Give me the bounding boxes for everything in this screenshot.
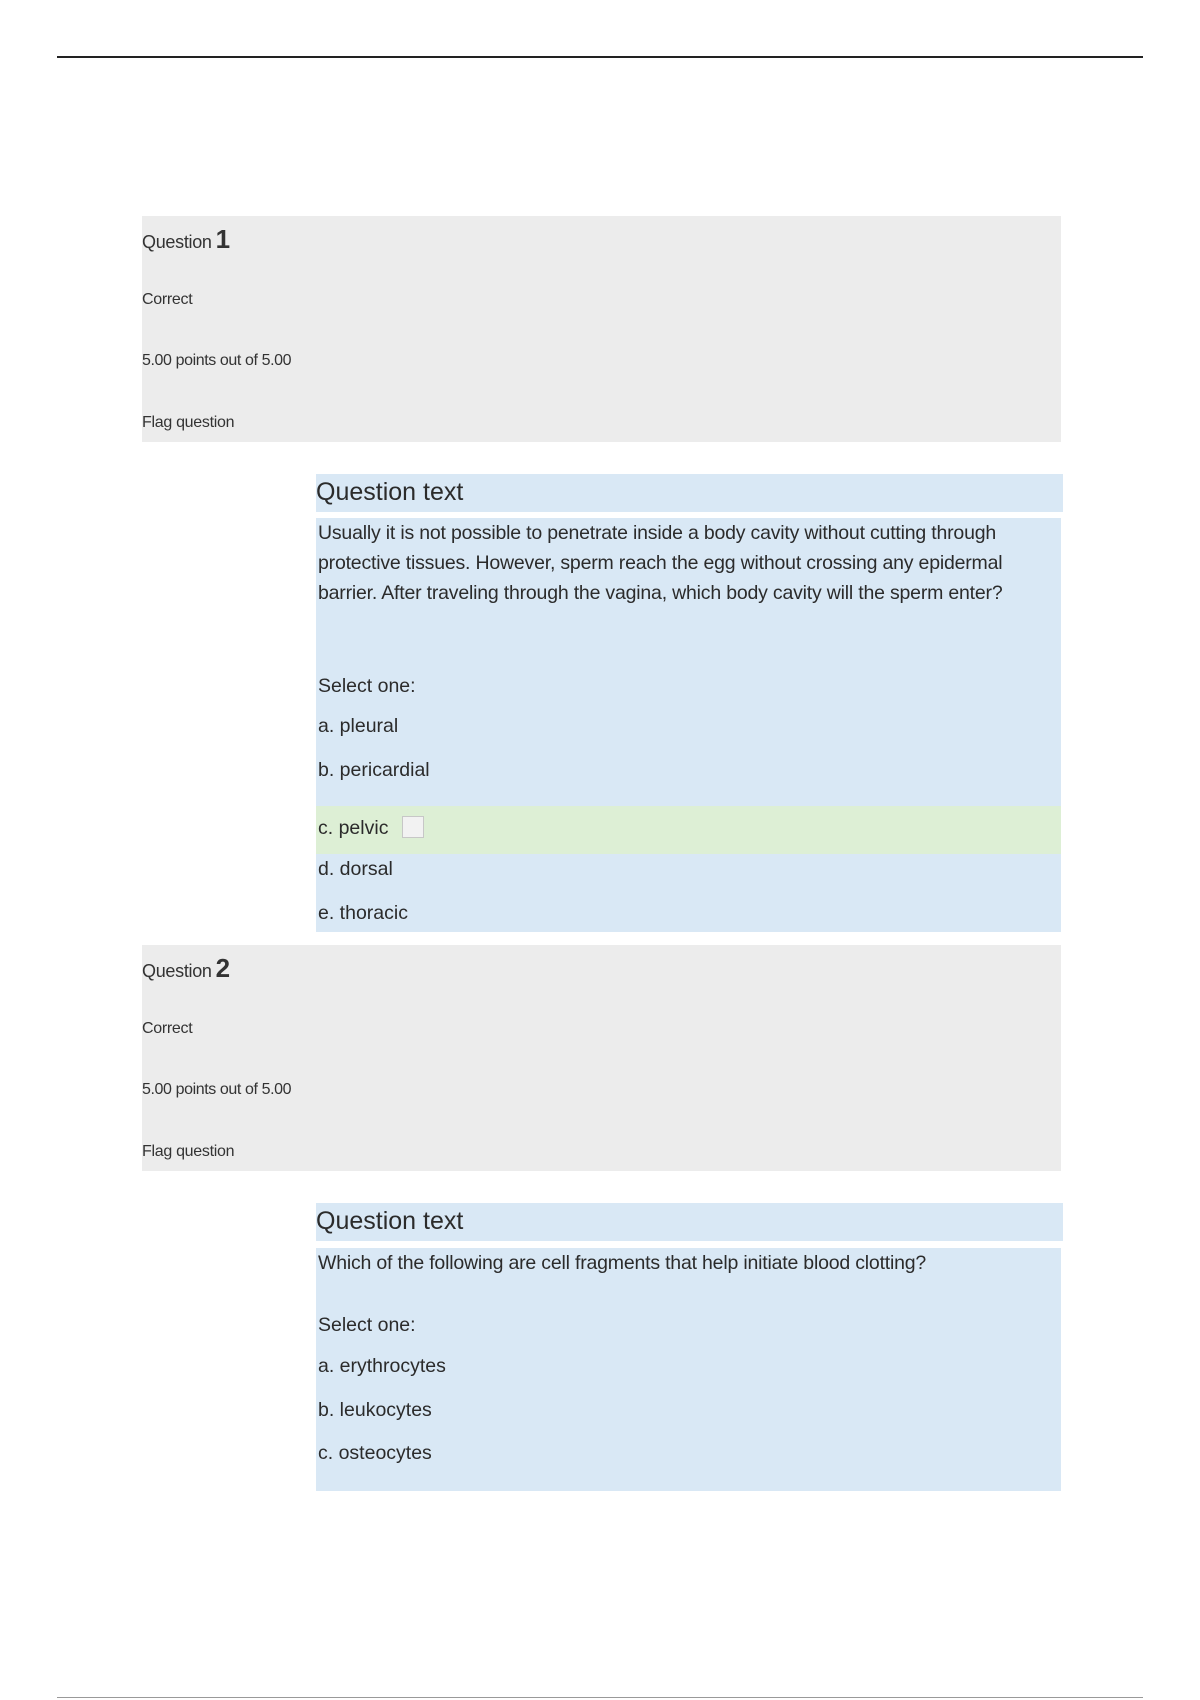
answer-label: e. thoracic	[318, 902, 408, 924]
answer-label: c. osteocytes	[318, 1442, 432, 1464]
correct-check-icon	[402, 816, 424, 838]
question-2-text-heading	[316, 1203, 1063, 1241]
question-1-answer-d[interactable]	[316, 847, 1061, 895]
question-1-state: Correct	[142, 291, 193, 308]
question-2-number	[142, 953, 230, 984]
question-2-text: Which of the following are cell fragments that help initiate blood clotting?	[318, 1252, 927, 1274]
question-1-flag-link[interactable]: Flag question	[142, 414, 235, 431]
question-2-select-prompt: Select one:	[318, 1314, 416, 1336]
question-2-state: Correct	[142, 1020, 193, 1037]
question-label: Question	[142, 961, 212, 981]
question-label: Question	[142, 232, 212, 252]
question-2-grade: 5.00 points out of 5.00	[142, 1081, 292, 1098]
question-text-heading-label: Question text	[316, 1207, 464, 1235]
answer-label: c. pelvic	[318, 817, 389, 839]
answer-label: a. pleural	[318, 715, 399, 737]
question-2-info-panel	[142, 945, 1061, 1171]
question-number: 1	[215, 224, 230, 254]
question-1-content	[316, 518, 1061, 932]
question-1-info-panel	[142, 216, 1061, 442]
answer-label: b. pericardial	[318, 759, 430, 781]
question-1-text-heading	[316, 474, 1063, 512]
answer-label: a. erythrocytes	[318, 1355, 446, 1377]
question-1-text: Usually it is not possible to penetrate inside a body cavity without cutting through protective tissues. However, sperm reach the egg without crossing any epidermal barrier. After traveling through the vagina, which body cavity will the sperm enter?	[318, 522, 1003, 604]
question-2-flag-link[interactable]: Flag question	[142, 1143, 235, 1160]
top-rule	[57, 56, 1143, 58]
answer-label: b. leukocytes	[318, 1399, 432, 1421]
question-number: 2	[215, 953, 230, 983]
question-2-answer-b[interactable]	[316, 1388, 1061, 1436]
question-2-content	[316, 1248, 1061, 1491]
question-1-number	[142, 224, 230, 255]
question-1-select-prompt: Select one:	[318, 675, 416, 697]
question-1-answer-e[interactable]	[316, 891, 1061, 939]
question-1-grade: 5.00 points out of 5.00	[142, 352, 292, 369]
question-2-answer-a[interactable]	[316, 1344, 1061, 1392]
question-1-answer-a[interactable]	[316, 704, 1061, 752]
bottom-rule	[57, 1697, 1143, 1698]
question-1-answer-b[interactable]	[316, 748, 1061, 796]
answer-label: d. dorsal	[318, 858, 393, 880]
question-2-answer-c[interactable]	[316, 1431, 1061, 1479]
question-text-heading-label: Question text	[316, 478, 464, 506]
